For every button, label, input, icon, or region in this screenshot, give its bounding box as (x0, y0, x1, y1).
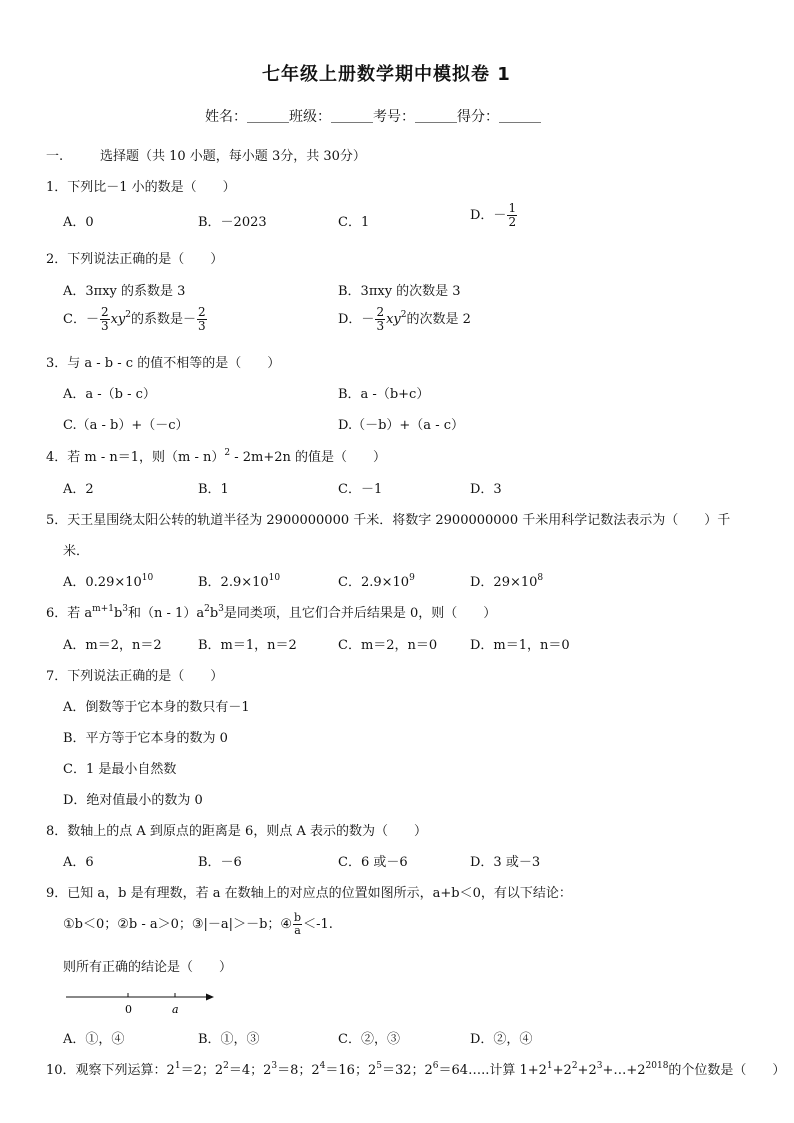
q10-exp6: 6 (432, 1061, 439, 1071)
q5-option-a (63, 571, 153, 590)
q2-d-fraction (375, 306, 385, 333)
q2-c-numerator-2: 2 (198, 305, 206, 319)
q1-option-a: A．0 (63, 215, 94, 230)
q10-exp1: 1 (174, 1061, 181, 1071)
q5-d-base: D．29×10 (470, 575, 538, 590)
q2-option-b: B．3πxy 的次数是 3 (338, 284, 461, 299)
q5-option-c (338, 571, 415, 590)
q2-d-text: 的次数是 2 (406, 312, 471, 327)
q6-stem-part4: b (209, 606, 219, 621)
q5-c-base: C．2.9×10 (338, 575, 410, 590)
q5-stem-line2: 米． (63, 544, 90, 559)
q7-option-a: A．倒数等于它本身的数只有－1 (63, 700, 250, 715)
q10-part8: +2 (552, 1063, 572, 1078)
q4-option-a: A．2 (63, 482, 94, 497)
q2-stem: 2．下列说法正确的是（ ） (46, 252, 224, 267)
q2-d-exponent: 2 (400, 310, 407, 320)
q6-exp4: 3 (218, 604, 224, 614)
number-line-label-a: a (172, 1003, 179, 1016)
q4-option-b: B．1 (198, 482, 229, 497)
q2-c-term: xy (110, 312, 126, 327)
q5-b-exponent: 10 (268, 573, 281, 583)
q2-c-numerator: 2 (100, 305, 109, 319)
q2-option-a: A．3πxy 的系数是 3 (63, 284, 186, 299)
q2-d-prefix: D．－ (338, 312, 375, 327)
q4-stem-part2: - 2m+2n 的值是（ ） (230, 450, 387, 465)
number-line-label-zero: 0 (125, 1003, 132, 1016)
q9-ask: 则所有正确的结论是（ ） (63, 960, 233, 975)
q3-option-c: C.（a - b）+（－c） (63, 418, 189, 433)
q10-exp5: 5 (376, 1061, 382, 1071)
q10-exp7: 1 (546, 1061, 553, 1071)
q10-exp10: 2018 (645, 1061, 669, 1071)
q10-exp2: 2 (223, 1061, 229, 1071)
q2-d-numerator: 2 (376, 305, 385, 319)
q4-stem-part1: 4．若 m - n＝1，则（m - n） (46, 450, 225, 465)
q6-stem-part5: 是同类项，且它们合并后结果是 0，则（ ） (223, 606, 497, 621)
q2-option-d (338, 306, 471, 333)
q9-option-b: B．①，③ (198, 1032, 260, 1047)
q1-option-d (470, 202, 518, 229)
q9-stem: 9．已知 a，b 是有理数，若 a 在数轴上的对应点的位置如图所示，a+b＜0，有以下结论： (46, 886, 572, 901)
q7-option-d: D．绝对值最小的数为 0 (63, 793, 203, 808)
q7-option-c: C．1 是最小自然数 (63, 762, 177, 777)
q2-option-c (63, 306, 208, 333)
q2-c-fraction-2 (197, 306, 207, 333)
q1-option-b: B．－2023 (198, 215, 267, 230)
q7-stem: 7．下列说法正确的是（ ） (46, 669, 224, 684)
q10-part11: 的个位数是（ ） (668, 1063, 786, 1078)
q6-option-a: A．m＝2，n＝2 (63, 638, 162, 653)
q2-c-text: 的系数是－ (131, 312, 197, 327)
number-line-arrow-icon (206, 994, 214, 1001)
q2-c-exponent: 2 (125, 310, 132, 320)
q10-part4: ＝8；2 (277, 1063, 320, 1078)
q2-c-denominator-2: 3 (198, 319, 206, 333)
q8-option-a: A．6 (63, 855, 94, 870)
q10-part9: +2 (577, 1063, 597, 1078)
section-number: 一. (46, 149, 64, 164)
q5-d-exponent: 8 (537, 573, 544, 583)
q2-c-denominator: 3 (100, 319, 109, 333)
q1-d-fraction (507, 202, 517, 229)
q6-option-b: B．m＝1，n＝2 (198, 638, 297, 653)
q10-exp3: 3 (271, 1061, 278, 1071)
q2-d-denominator: 3 (376, 319, 385, 333)
q1-d-prefix: D．－ (470, 208, 507, 223)
q6-stem (46, 602, 496, 621)
q2-c-prefix: C．－ (63, 312, 99, 327)
q9-option-c: C．②，③ (338, 1032, 400, 1047)
q4-stem (46, 446, 386, 465)
q5-stem-line1: 5．天王星围绕太阳公转的轨道半径为 2900000000 千米．将数字 2900000000 千米用科学记数法表示为（ ）千 (46, 513, 731, 528)
q5-c-exponent: 9 (409, 573, 415, 583)
q10-stem (46, 1059, 785, 1078)
student-info-line: 姓名：＿＿＿班级：＿＿＿考号：＿＿＿得分：＿＿＿ (205, 109, 541, 125)
q10-part10: +…+2 (602, 1063, 646, 1078)
q3-option-a: A．a -（b - c） (63, 387, 156, 402)
q10-exp8: 2 (571, 1061, 578, 1071)
q9-fraction-denominator: a (294, 924, 301, 937)
q6-stem-part3: 和（n - 1）a (128, 606, 205, 621)
q8-option-b: B．－6 (198, 855, 242, 870)
q6-option-c: C．m＝2，n＝0 (338, 638, 438, 653)
q9-option-d: D．②，④ (470, 1032, 533, 1047)
q5-option-d (470, 571, 543, 590)
q5-b-base: B．2.9×10 (198, 575, 269, 590)
q10-exp9: 3 (596, 1061, 603, 1071)
q5-option-b (198, 571, 280, 590)
q9-conclusions (63, 912, 333, 937)
section-title: 选择题（共 10 小题，每小题 3分，共 30分） (100, 149, 366, 164)
q7-option-b: B．平方等于它本身的数为 0 (63, 731, 228, 746)
q1-d-numerator: 1 (508, 201, 517, 215)
q6-option-d: D．m＝1，n＝0 (470, 638, 570, 653)
q3-stem: 3．与 a - b - c 的值不相等的是（ ） (46, 356, 281, 371)
q10-exp4: 4 (319, 1061, 326, 1071)
q6-exp2: 3 (122, 604, 129, 614)
page-title: 七年级上册数学期中模拟卷 1 (262, 64, 511, 85)
q4-option-d: D．3 (470, 482, 502, 497)
q8-stem: 8．数轴上的点 A 到原点的距离是 6，则点 A 表示的数为（ ） (46, 824, 427, 839)
q6-exp3: 2 (204, 604, 210, 614)
q9-option-a: A．①，④ (63, 1032, 125, 1047)
q5-a-base: A．0.29×10 (63, 575, 142, 590)
q5-a-exponent: 10 (141, 573, 154, 583)
q9-number-line (60, 988, 220, 1018)
q10-part5: ＝16；2 (325, 1063, 377, 1078)
q9-conclusions-tail: ＜-1. (303, 917, 333, 932)
q2-d-term: xy (386, 312, 401, 327)
q2-c-fraction (100, 306, 110, 333)
q10-part3: ＝4；2 (228, 1063, 272, 1078)
q9-fraction (293, 912, 302, 937)
q3-option-d: D.（－b）+（a - c） (338, 418, 464, 433)
q4-exponent: 2 (224, 448, 231, 458)
q6-exp1: m+1 (92, 604, 114, 614)
q1-stem: 1．下列比－1 小的数是（ ） (46, 180, 236, 195)
q8-option-d: D．3 或－3 (470, 855, 541, 870)
q10-part7: ＝64…..计算 1+2 (438, 1063, 547, 1078)
q1-option-c: C．1 (338, 215, 370, 230)
q10-part1: 10．观察下列运算：2 (46, 1063, 175, 1078)
q10-part6: ＝32；2 (381, 1063, 433, 1078)
q9-fraction-numerator: b (294, 911, 302, 924)
q8-option-c: C．6 或－6 (338, 855, 408, 870)
q6-stem-part2: b (113, 606, 123, 621)
q1-d-denominator: 2 (508, 215, 517, 229)
q6-stem-part1: 6．若 a (46, 606, 93, 621)
q9-conclusions-text: ①b＜0；②b - a＞0；③|－a|＞－b；④ (63, 917, 293, 932)
q4-option-c: C．－1 (338, 482, 383, 497)
q10-part2: ＝2；2 (180, 1063, 224, 1078)
q3-option-b: B．a -（b+c） (338, 387, 430, 402)
